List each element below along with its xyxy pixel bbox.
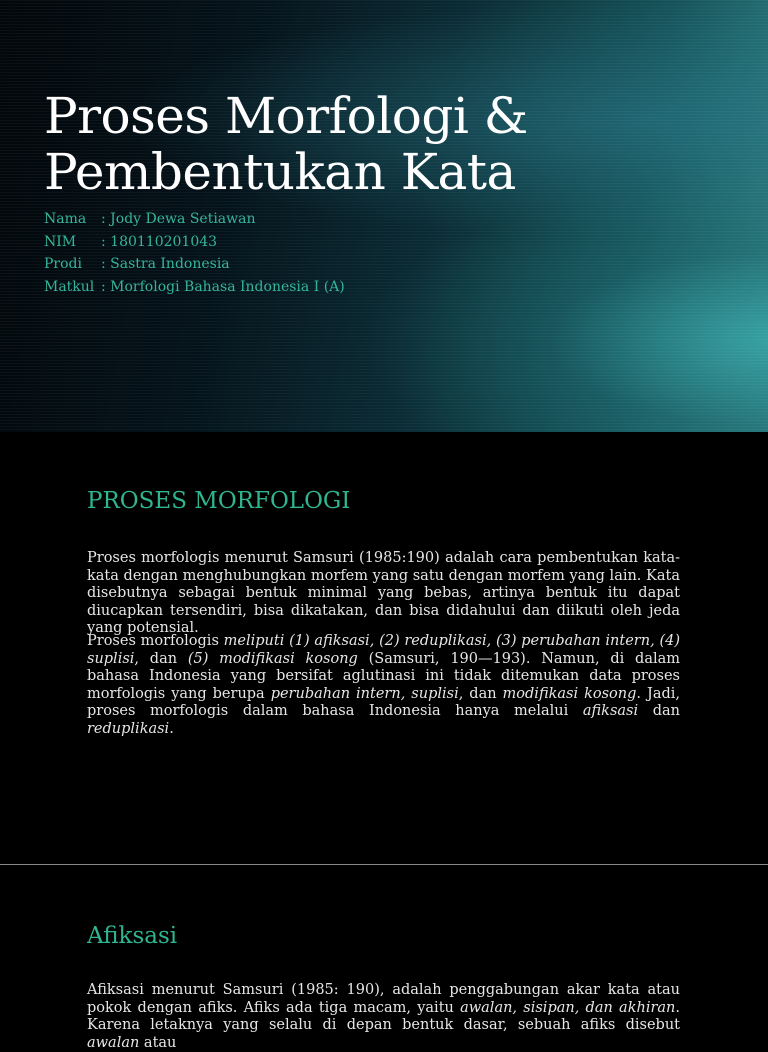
- text-run: , dan: [134, 650, 188, 667]
- italic-run: (5) modifikasi kosong: [187, 650, 358, 667]
- text-run: (Samsuri, 190—193). Namun, di dalam bahasa Indonesia yang bersifat aglutinasi ini tidak ditemukan data proses morfologis yang berupa: [87, 650, 680, 702]
- italic-run: perubahan intern, suplisi: [270, 685, 459, 702]
- info-value: : Jody Dewa Setiawan: [101, 211, 256, 227]
- presentation-title: [44, 88, 528, 200]
- text-run: Proses morfologis: [87, 633, 224, 649]
- info-value: : 180110201043: [101, 233, 218, 250]
- italic-run: awalan: [87, 1034, 140, 1051]
- paragraph-afiksasi: [87, 982, 680, 1052]
- info-value: : Sastra Indonesia: [101, 256, 230, 272]
- italic-run: afiksasi: [582, 703, 639, 719]
- info-label: Matkul: [44, 278, 95, 295]
- italic-run: reduplikasi: [87, 720, 170, 737]
- info-value: : Morfologi Bahasa Indonesia I (A): [101, 278, 345, 295]
- title-slide: [0, 0, 768, 432]
- section-heading-afiksasi: Afiksasi: [87, 923, 178, 949]
- info-label: NIM: [44, 233, 77, 250]
- info-row-nama: [44, 208, 345, 231]
- text-run: . Jadi, proses morfologis dalam bahasa Indonesia hanya melalui: [87, 685, 680, 719]
- info-label: Prodi: [44, 256, 82, 272]
- italic-run: meliputi (1) afiksasi, (2) reduplikasi, (3) perubahan intern, (4) suplisi: [87, 633, 680, 667]
- text-run: .: [169, 720, 174, 737]
- text-run: Afiksasi menurut Samsuri (1985: 190), adalah penggabungan akar kata atau pokok dengan afiks. Afiks ada tiga macam, yaitu: [87, 982, 680, 1016]
- text-run: , dan: [458, 685, 503, 702]
- info-row-matkul: [44, 276, 345, 299]
- text-run: dan: [638, 703, 680, 719]
- info-row-nim: [44, 231, 345, 254]
- title-line-2: Pembentukan Kata: [44, 143, 516, 201]
- paragraph-definition: Proses morfologis menurut Samsuri (1985:190) adalah cara pembentukan kata-kata dengan menghubungkan morfem yang satu dengan morfem yang lain. Kata disebutnya sebagai bentuk minimal yang bebas, artinya bentuk itu dapat diucapkan tersendiri, bisa dikatakan, dan bisa didahului dan diikuti oleh jeda yang potensial.: [87, 550, 680, 636]
- info-label: Nama: [44, 211, 87, 227]
- info-row-prodi: [44, 253, 345, 276]
- title-line-1: Proses Morfologi &: [44, 87, 528, 145]
- italic-run: modifikasi kosong: [502, 685, 637, 702]
- section-heading-proses-morfologi: PROSES MORFOLOGI: [87, 488, 351, 514]
- text-run: . Karena letaknya yang selalu di depan bentuk dasar, sebuah afiks disebut: [87, 999, 680, 1033]
- student-info: [44, 208, 345, 298]
- text-run: atau: [139, 1034, 177, 1051]
- italic-run: awalan, sisipan, dan akhiran: [460, 999, 676, 1016]
- paragraph-types: [87, 633, 680, 738]
